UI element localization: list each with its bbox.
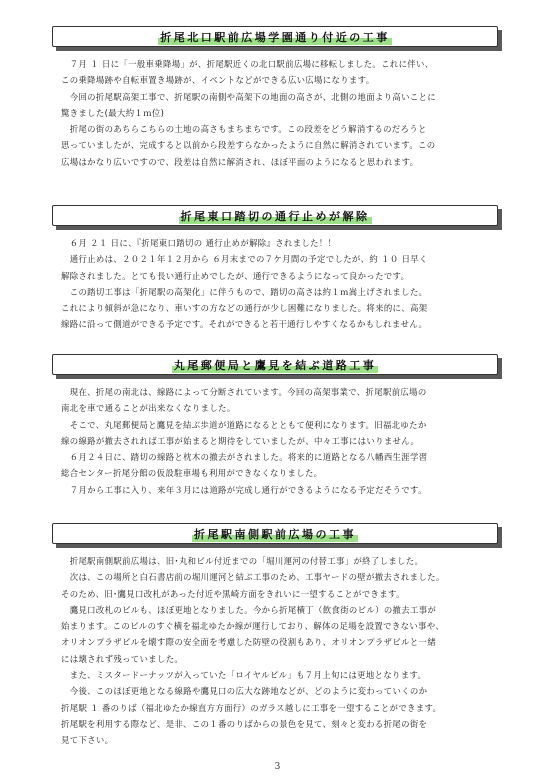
body-line: そこで、丸尾郵便局と鷹見を結ぶ歩道が道路になるとともて便利になります。旧福北ゆたか [61, 419, 427, 430]
body-line: オリオンプラザビルを壊す際の安全面を考慮した防壁の役割もあり、オリオンプラザビルと一緒 [61, 637, 437, 648]
body-line: 始まります。このビルのすぐ横を福北ゆたか線が運行しており、解体の足場を設置できない事や、 [61, 621, 445, 632]
body-line: ７月から工事に入り、来年３月には道路が完成し通行ができるようになる予定だそうです。 [61, 484, 427, 495]
heading-box [52, 354, 498, 375]
section-heading [52, 26, 502, 51]
section-heading [52, 205, 502, 230]
page-number: 3 [274, 762, 281, 772]
section-north-plaza [52, 26, 502, 170]
body-line: 驚きました(最大約１ｍ位) [61, 107, 165, 118]
section-east-crossing [52, 205, 502, 333]
body-line: ６月２４日に、踏切の線路と枕木の撤去がされました。将来的に道路となる八幡西生涯学習 [61, 452, 428, 463]
body-line: 折尾駅 １ 番のりば（福北ゆたか線直方方面行）のガラス越しに工事を一望することができます。 [61, 702, 442, 713]
section-heading [52, 523, 502, 548]
heading-title: 折尾駅南側駅前広場の工事 [194, 527, 356, 541]
body-line: 線の線路が撤去されれば工事が始まると期待をしていましたが、中々工事にはいりません。 [61, 435, 420, 446]
section-heading [52, 354, 502, 379]
body-line: 見て下さい。 [61, 735, 114, 746]
body-line: 解除されました。とても長い通行止めでしたが、通行できるようになって良かったです。 [61, 270, 410, 281]
body-line: 今回の折尾駅高架工事で、折尾駅の南側や高架下の地面の高さが、北側の地面より高いことに [61, 91, 437, 102]
body-line: 思っていましたが、完成すると以前から段差すらなかったように自然に解消されています。この [61, 140, 436, 151]
body-line: 南北を車で通ることが出来なくなりました。 [61, 403, 236, 414]
body-line: 折尾駅を利用する際など、是非、この１番のりばからの景色を見て、刻々と変わる折尾の街を [61, 718, 428, 729]
heading-title: 折尾東口踏切の通行止めが解除 [180, 209, 370, 223]
body-line: 折尾駅南側駅前広場は、旧･丸和ビル付近までの「堀川運河の付替工事」が終了しました。 [61, 556, 424, 566]
body-line: そのため、旧･鷹見口改札があった付近や黒崎方面をきれいに一望することができます。 [61, 588, 405, 599]
section-body [52, 553, 498, 749]
body-line: 通行止めは、２０２１年１２月から ６月末までの７ケ月間の予定でしたが、約 １０ 日早く [61, 254, 428, 265]
body-line: には壊されず残っていました。 [61, 653, 184, 664]
section-body [52, 56, 498, 170]
section-body [52, 235, 498, 333]
heading-title: 丸尾郵便局と鷹見を結ぶ道路工事 [173, 358, 377, 372]
body-line: 広場はかなり広いですので、段差は自然に解消され、ほぼ平面のようになると思われます。 [61, 156, 419, 167]
body-line: 今後、このほぼ更地となる線路や鷹見口の広大な跡地などが、どのように変わっていくのか [61, 686, 428, 697]
heading-title: 折尾北口駅前広場学園通り付近の工事 [160, 30, 390, 44]
body-line: この踏切工事は「折尾駅の高架化」に伴うもので、踏切の高さは約１ｍ嵩上げされました。 [61, 286, 428, 297]
section-body [52, 384, 498, 498]
heading-box [52, 205, 498, 226]
body-line: 折尾の街のあちらこちらの土地の高さもまちまちです。この段差をどう解消するのだろうと [61, 124, 427, 135]
body-line: 現在、折尾の南北は、線路によって分断されています。今回の高架事業で、折尾駅前広場の [61, 387, 427, 397]
body-line: ７月 １ 日に「一般車乗降場」が、折尾駅近くの北口駅前広場に移転しました。これに伴い、 [61, 59, 434, 69]
heading-box [52, 523, 498, 544]
body-line: この乗降場跡や自転車置き場跡が、イベントなどができる広い広場になります。 [61, 75, 375, 86]
heading-box [52, 26, 498, 47]
section-south-plaza [52, 523, 502, 749]
body-line: 総合センター折尾分館の仮設駐車場も利用ができなくなりました。 [61, 468, 323, 479]
body-line: これにより傾斜が急になり、車いすの方などの通行が少し困難になりました。将来的に、高架 [61, 303, 428, 314]
section-road-work [52, 354, 502, 498]
body-line: 鷹見口改札のビルも、ほぼ更地となりました。今から折尾横丁（飲食街のビル）の撤去工事が [61, 604, 437, 615]
body-line: 次は、この場所と白石書店前の堀川運河と結ぶ工事のため、工事ヤードの壁が撤去されました。 [61, 572, 445, 583]
body-line: 線路に沿って側道ができる予定です。それができると若干通行しやすくなるかもしれません。 [61, 319, 428, 330]
body-line: ６月 ２１ 日に、『折尾東口踏切の 通行止めが解除』されました！！ [61, 238, 337, 248]
body-line: また、ミスタードーナッツが入っていた「ロイヤルビル」も７月上旬には更地となります。 [61, 670, 427, 681]
